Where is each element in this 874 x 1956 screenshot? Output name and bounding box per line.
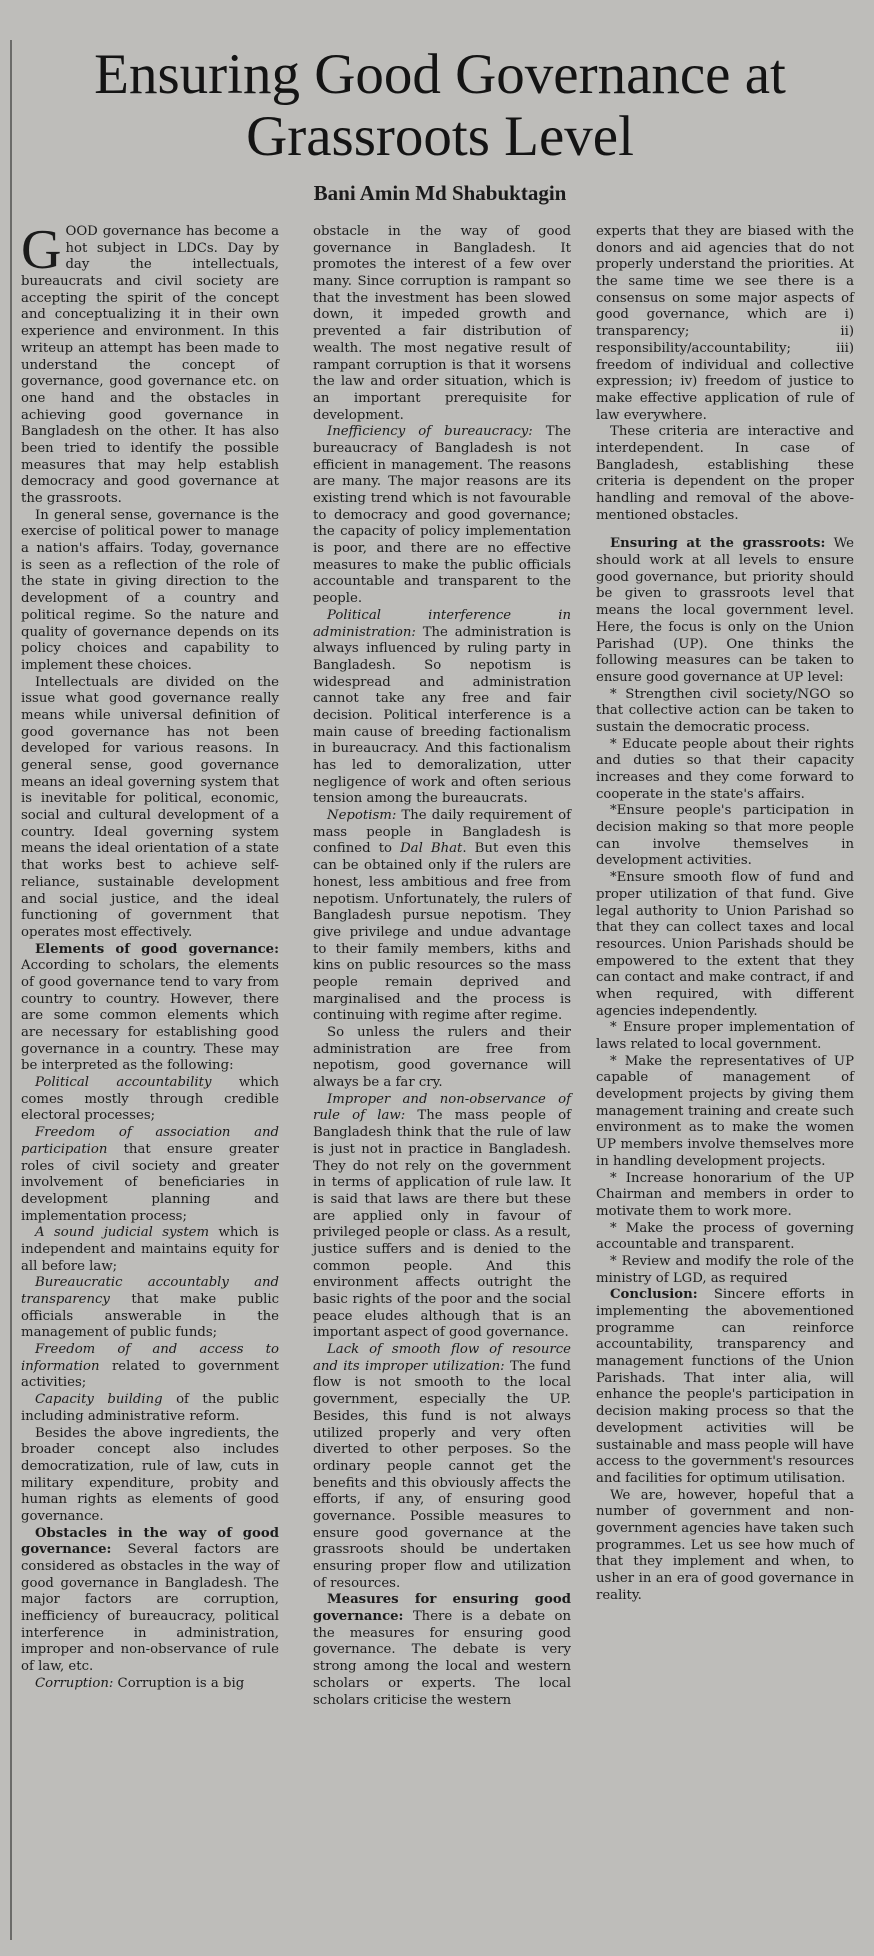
element-text: of the public including administrative reform. (21, 1392, 279, 1424)
element-text: that ensure greater roles of civil society and greater involvement of beneficiaries in development planning and implementation process; (21, 1141, 279, 1224)
element-text: that make public officials answerable in the management of public funds; (21, 1292, 279, 1341)
inefficiency-section (313, 424, 571, 608)
paragraph-text: The mass people of Bangladesh think that the rule of law is just not in practice in Bangladesh. They do not rely on the government in terms of application of rule law. It is said that laws are there but these are applied only in favour of privileged people or class. As a result, justice suffers and is denied to the common people. And this environment affects outright the basic rights of the poor and the social peace eludes although that is an important aspect of good governance. (313, 1108, 571, 1341)
paragraph-text: . But even this can be obtained only if the rulers are honest, less ambitious and free from nepotism. Unfortunately, the rulers of Bangladesh pursue nepotism. They give privilege and undue advantage to their family members, kiths and kins on public resources so the mass people remain deprived and marginalised and the process is continuing with regime after regime. (313, 841, 571, 1024)
measure-bullet: * Review and modify the role of the ministry of LGD, as required (596, 1253, 854, 1286)
paragraph: We are, however, hopeful that a number of government and non-government agencies have taken such programmes. Let us see how much of that they implement and when, to usher in an era of good governance in reality. (596, 1487, 854, 1603)
measure-bullet: *Ensure people's participation in decision making so that more people can involve themselves in development activities. (596, 803, 854, 869)
element-label: Political accountability (35, 1075, 212, 1091)
paragraph-text: The fund flow is not smooth to the local government, especially the UP. Besides, this fund is not always utilized properly and very often diverted to other perposes. So the ordinary people cannot get the benefits and this obviously affects the efforts, if any, of ensuring good governance. Possible measures to ensure good governance at the grassroots should be undertaken ensuring proper flow and utilization of resources. (313, 1358, 571, 1591)
drop-cap: G (21, 219, 62, 281)
political-section (313, 608, 571, 808)
measure-bullet: * Make the representatives of UP capable of management of development projects by giving them management training and create such environment as to make the women UP members involve themselves more in handling development projects. (596, 1053, 854, 1169)
element-text: which is independent and maintains equity for all before law; (21, 1225, 279, 1274)
column-3 (596, 224, 854, 1604)
political-label: Political interference in administration: (313, 607, 571, 640)
paragraph-text: Sincere efforts in implementing the abovementioned programme can reinforce accountability, transparency and management functions of the Union Parishads. That inter alia, will enhance the people's participation in decision making process so that the development activities will be sustainable and mass people will have access to the government's resources and facilities for optimum utilisation. (596, 1287, 854, 1486)
element-item (21, 1342, 279, 1392)
byline: Bani Amin Md Shabuktagin (313, 181, 567, 205)
column-rule (10, 40, 12, 1940)
element-text: which comes mostly through credible electoral processes; (21, 1075, 279, 1124)
paragraph: Besides the above ingredients, the broader concept also includes democratization, rule of law, cuts in military expenditure, probity and human rights as elements of good governance. (21, 1425, 279, 1524)
element-item (21, 1392, 279, 1425)
measure-bullet: * Ensure proper implementation of laws related to local government. (596, 1020, 854, 1052)
element-label: Freedom of and access to information (21, 1342, 279, 1374)
element-item (21, 1125, 279, 1225)
resource-flow-label: Lack of smooth flow of resource and its improper utilization: (313, 1342, 571, 1374)
subhead-grassroots: Ensuring at the grassroots: (610, 536, 826, 552)
intro-text: OOD governance has become a hot subject in LDCs. Day by day the intellectuals, bureaucrats and civil society are accepting the spirit of the concept and conceptualizing it in their own experience and environment. In this writeup an attempt has been made to understand the concept of governance, good governance etc. on one hand and the obstacles in achieving good governance in Bangladesh on the other. It has also been tried to identify the possible measures that may help establish democracy and good governance at the grassroots. (21, 224, 279, 506)
nepotism-section (313, 808, 571, 1025)
measure-bullet: * Increase honorarium of the UP Chairman and members in order to motivate them to work more. (596, 1170, 854, 1219)
paragraph-text: The administration is always influenced by ruling party in Bangladesh. So nepotism is widespread and administration cannot take any free and fair decision. Political interference is a main cause of breeding factionalism in bureaucracy. And this factionalism has led to demoralization, utter negligence of work and often serious tension among the bureaucrats. (313, 624, 571, 807)
paragraph-text: The daily requirement of mass people in Bangladesh is confined to (313, 808, 571, 857)
conclusion-section (596, 1287, 854, 1487)
element-item (21, 1075, 279, 1125)
intro-paragraph (21, 219, 279, 508)
elements-section (21, 942, 279, 1076)
paragraph: These criteria are interactive and interdependent. In case of Bangladesh, establishing these criteria is dependent on the proper handling and removal of the above-mentioned obstacles. (596, 424, 854, 523)
dal-bhat-term: Dal Bhat (400, 841, 463, 857)
subhead-measures: Measures for ensuring good governance: (313, 1592, 571, 1625)
measure-bullet: * Educate people about their rights and duties so that their capacity increases and they come forward to cooperate in the state's affairs. (596, 736, 854, 802)
paragraph-text: There is a debate on the measures for ensuring good governance. The debate is very strong among the local and western scholars or experts. The local scholars criticise the western (313, 1609, 571, 1708)
element-item (21, 1225, 279, 1275)
rule-of-law-label: Improper and non-observance of rule of law: (313, 1091, 571, 1124)
paragraph: So unless the rulers and their administration are free from nepotism, good governance will always be a far cry. (313, 1025, 571, 1091)
paragraph: Intellectuals are divided on the issue what good governance really means while universal definition of good governance has not been developed for various reasons. In general sense, good governance means an ideal governing system that is inevitable for political, economic, social and cultural development of a country. Ideal governing system means the ideal orientation of a state that works best to achieve self-reliance, sustainable development and social justice, and the ideal functioning of government that operates most effectively. (21, 674, 279, 940)
nepotism-label: Nepotism: (327, 808, 397, 824)
paragraph: experts that they are biased with the donors and aid agencies that do not properly understand the priorities. At the same time we see there is a consensus on some major aspects of good governance, which are i) transparency; ii) responsibility/accountability; iii) freedom of individual and collective expression; iv) freedom of justice to make effective application of rule of law everywhere. (596, 224, 854, 423)
column-2 (313, 224, 571, 1709)
rule-of-law-section (313, 1092, 571, 1342)
subhead-elements: Elements of good governance: (35, 941, 279, 957)
element-label: Capacity building (35, 1392, 163, 1408)
element-text: related to government activities; (21, 1358, 279, 1391)
inefficiency-label: Inefficiency of bureaucracy: (327, 424, 533, 440)
paragraph: In general sense, governance is the exercise of political power to manage a nation's affairs. Today, governance is seen as a reflection of the role of the state in giving direction to the development of a country and political regime. So the nature and quality of governance depends on its policy choices and capability to implement these choices. (21, 507, 279, 673)
paragraph-text: We should work at all levels to ensure good governance, but priority should be given to grassroots level that means the local government level. Here, the focus is only on the Union Parishad (UP). One thinks the following measures can be taken to ensure good governance at UP level: (596, 536, 854, 685)
measure-bullet: * Strengthen civil society/NGO so that collective action can be taken to sustain the democratic process. (596, 686, 854, 735)
paragraph-text: Corruption is a big (113, 1675, 245, 1691)
corruption-label: Corruption: (35, 1675, 114, 1691)
measure-bullet: * Make the process of governing accountable and transparent. (596, 1220, 854, 1253)
paragraph-text: The bureaucracy of Bangladesh is not efficient in management. The reasons are many. The major reasons are its existing trend which is not favourable to democracy and good governance; the capacity of policy implementation is poor, and there are no effective measures to make the public officials accountable and transparent to the people. (313, 424, 571, 607)
element-label: A sound judicial system (35, 1225, 210, 1241)
corruption-section (21, 1676, 279, 1693)
element-label: Bureaucratic accountably and transparency (21, 1275, 279, 1307)
subhead-conclusion: Conclusion: (610, 1287, 698, 1303)
obstacles-section (21, 1526, 279, 1676)
measure-bullet: *Ensure smooth flow of fund and proper utilization of that fund. Give legal authority to Union Parishad so that they can collect taxes and local resources. Union Parishads should be empowered to the extent that they can contact and make contract, if and when required, with different agencies independently. (596, 870, 854, 1019)
measures-section (313, 1592, 571, 1709)
element-item (21, 1275, 279, 1342)
element-label: Freedom of association and participation (21, 1125, 279, 1157)
column-1 (21, 219, 279, 1693)
resource-flow-section (313, 1342, 571, 1592)
paragraph: obstacle in the way of good governance in Bangladesh. It promotes the interest of a few over many. Since corruption is rampant so that the investment has been slowed down, it impeded growth and prevented a fair distribution of wealth. The most negative result of rampant corruption is that it worsens the law and order situation, which is an important prerequisite for development. (313, 224, 571, 423)
paragraph-text: Several factors are considered as obstacles in the way of good governance in Bangladesh. The major factors are corruption, inefficiency of bureaucracy, political interference in administration, improper and non-observance of rule of law, etc. (21, 1542, 279, 1675)
paragraph-text: According to scholars, the elements of good governance tend to vary from country to country. However, there are some common elements which are necessary for establishing good governance in a country. These may be interpreted as the following: (21, 958, 279, 1074)
headline: Ensuring Good Governance at Grassroots Level (94, 43, 786, 168)
subhead-obstacles: Obstacles in the way of good governance: (21, 1525, 279, 1558)
grassroots-section (596, 536, 854, 686)
